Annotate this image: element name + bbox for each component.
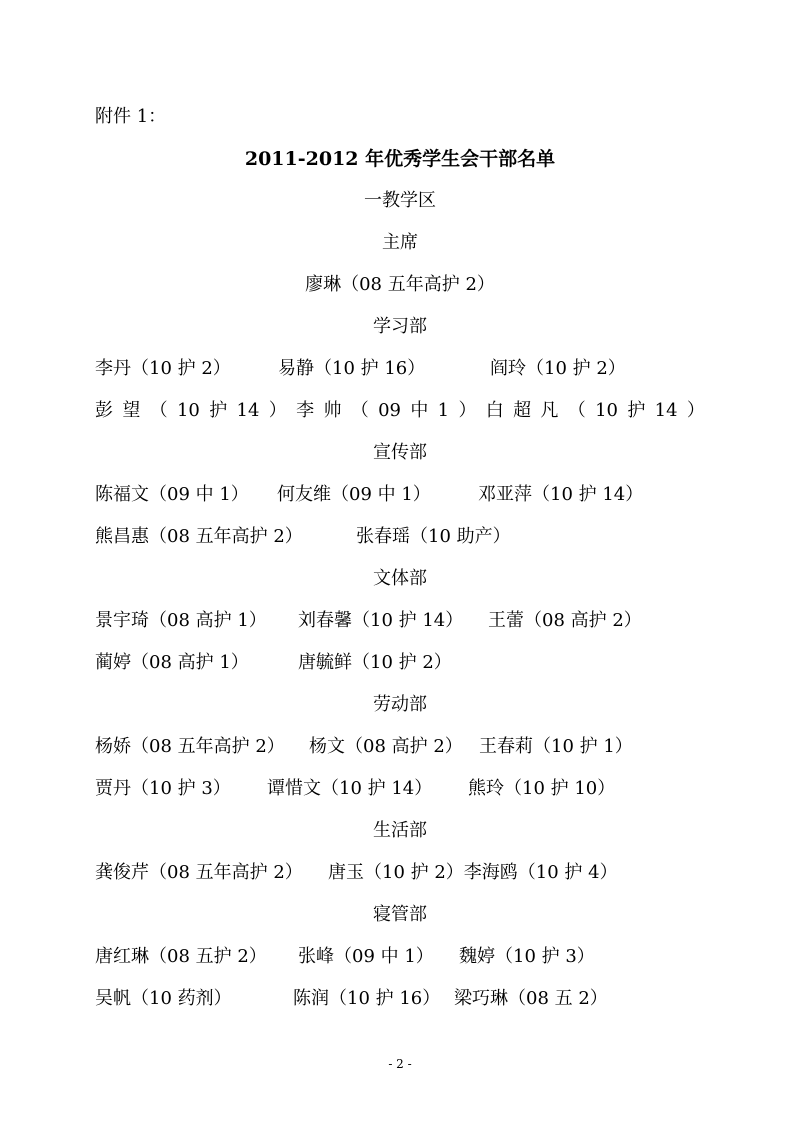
char-cell: 14: [236, 400, 260, 421]
char-cell: 白: [485, 400, 504, 421]
char-cell: 1: [437, 400, 450, 421]
char-cell: （: [567, 400, 586, 421]
name-entry: 杨文（08 高护 2）: [309, 736, 463, 757]
name-entry: 刘春馨（10 护 14）: [298, 610, 464, 631]
study-row-2: [95, 396, 705, 426]
name-entry: 熊昌惠（08 五年高护 2）: [95, 526, 303, 547]
name-entry: 唐玉（10 护 2）李海鸥（10 护 4）: [328, 862, 618, 883]
page-number: - 2 -: [388, 1057, 412, 1071]
char-cell: 彭: [95, 400, 113, 421]
name-entry: 何友维（09 中 1）: [277, 484, 431, 505]
labor-row-1: [95, 732, 705, 762]
sports-row-2: [95, 648, 705, 678]
name-entry: 魏婷（10 护 3）: [459, 946, 595, 967]
char-cell: 帅: [323, 400, 342, 421]
attachment-label: 附件 1：: [95, 106, 167, 127]
section-heading-chairman: 主席: [382, 232, 418, 253]
chairman-entry: 廖琳（08 五年高护 2）: [305, 274, 495, 295]
char-cell: 14: [654, 400, 678, 421]
char-cell: 李: [296, 400, 315, 421]
name-entry: 杨娇（08 五年高护 2）: [95, 736, 285, 757]
name-entry: 邓亚萍（10 护 14）: [478, 484, 644, 505]
publicity-row-1: [95, 480, 705, 510]
sports-row-1: [95, 606, 705, 636]
name-entry: 张峰（09 中 1）: [298, 946, 434, 967]
labor-row-2: [95, 774, 705, 804]
char-cell: 护: [627, 400, 646, 421]
name-entry: 王蕾（08 高护 2）: [488, 610, 642, 631]
dorm-row-1: [95, 942, 705, 972]
name-entry: 唐红琳（08 五护 2）: [95, 946, 267, 967]
name-entry: 梁巧琳（08 五 2）: [454, 988, 608, 1009]
publicity-row-2: [95, 522, 705, 552]
document-title: 2011-2012 年优秀学生会干部名单: [244, 148, 556, 170]
name-entry: 陈润（10 护 16）: [293, 988, 441, 1009]
char-cell: 中: [410, 400, 429, 421]
name-entry: 贾丹（10 护 3）: [95, 778, 231, 799]
char-cell: （: [149, 400, 168, 421]
name-entry: 易静（10 护 16）: [278, 358, 426, 379]
char-cell: 望: [122, 400, 141, 421]
section-heading-publicity: 宣传部: [373, 442, 427, 463]
name-entry: 熊玲（10 护 10）: [468, 778, 616, 799]
name-entry: 阎玲（10 护 2）: [490, 358, 626, 379]
district-heading: 一教学区: [364, 190, 436, 211]
dorm-row-2: [95, 984, 705, 1014]
char-cell: 10: [176, 400, 200, 421]
name-entry: 景宇琦（08 高护 1）: [95, 610, 267, 631]
name-entry: 陈福文（09 中 1）: [95, 484, 249, 505]
section-heading-labor: 劳动部: [373, 694, 427, 715]
char-cell: 凡: [540, 400, 559, 421]
char-cell: 护: [209, 400, 228, 421]
life-row-1: [95, 858, 705, 888]
section-heading-study: 学习部: [373, 316, 427, 337]
char-cell: ）: [268, 400, 287, 421]
section-heading-dorm: 寝管部: [373, 904, 427, 925]
char-cell: ）: [686, 400, 705, 421]
name-entry: 蔺婷（08 高护 1）: [95, 652, 249, 673]
name-entry: 谭惜文（10 护 14）: [267, 778, 433, 799]
char-cell: 09: [378, 400, 401, 421]
section-heading-life: 生活部: [373, 820, 427, 841]
char-cell: （: [350, 400, 369, 421]
name-entry: 王春莉（10 护 1）: [479, 736, 633, 757]
char-cell: 10: [595, 400, 618, 421]
study-row-1: [95, 354, 705, 384]
name-entry: 张春瑶（10 助产）: [356, 526, 511, 547]
name-entry: 吴帆（10 药剂）: [95, 988, 232, 1009]
name-entry: 唐毓鲜（10 护 2）: [298, 652, 452, 673]
char-cell: 超: [513, 400, 532, 421]
section-heading-sports: 文体部: [373, 568, 427, 589]
name-entry: 李丹（10 护 2）: [95, 358, 231, 379]
name-entry: 龚俊芹（08 五年高护 2）: [95, 862, 303, 883]
char-cell: ）: [458, 400, 477, 421]
